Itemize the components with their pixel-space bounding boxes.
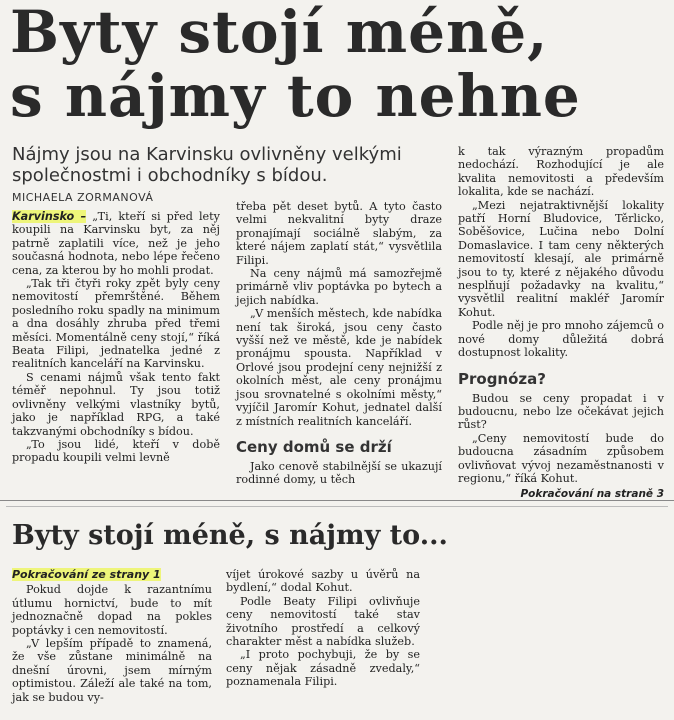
headline-line-1: Byty stojí méně, [10,0,549,66]
paragraph: Podle Beaty Filipi ovlivňuje ceny nemovitostí také stav životního prostředí a celkový charakter měst a nabídka služeb. [226,594,420,649]
dateline: Karvinsko – [12,210,87,223]
paragraph-text: „Ti, kteří si před lety koupili na Karvinsku byt, za něj patrně zaplatili více, než je jeho současná hodnota, nebo lépe řečeno cena, za kterou by ho mohli prodat. [12,210,220,277]
paragraph: „Tak tři čtyři roky zpět byly ceny nemovitostí přemrštěné. Během posledního roku spadly na minimum a dna dosáhly zhruba před třemi měsíci. Momentálně ceny stojí,“ říká Beata Filipi, jednatelka jedné z realitních kanceláří na Karvinsku. [12,277,220,371]
continued-from-label: Pokračování ze strany 1 [12,568,161,581]
paragraph: třeba pět deset bytů. A tyto často velmi nekvalitní byty draze pronajímají sociálně slabým, za které nájem zaplatí stát,“ vysvětlila Filipi. [236,200,442,267]
article-column-1 [12,210,220,465]
divider [0,500,674,501]
paragraph: „I proto pochybuji, že by se ceny nějak zásadně zvedaly,“ poznamenala Filipi. [226,648,420,689]
headline [10,0,670,128]
paragraph: Budou se ceny propadat i v budoucnu, nebo lze očekávat jejich růst? [458,391,664,432]
author-byline: MICHAELA ZORMANOVÁ [12,191,154,204]
paragraph: Na ceny nájmů má samozřejmě primárně vliv poptávka po bytech a jejich nabídka. [236,267,442,307]
paragraph: S cenami nájmů však tento fakt téměř nepohnul. Ty jsou totiž ovlivněny velkými vlastníky bytů, jako je například RPG, a také takzvanými obchodníky s bídou. [12,370,220,438]
paragraph: „V lepším případě to znamená, že vše zůstane minimálně na dnešní úrovni, jsem mírným optimistou. Záleží ale také na tom, jak se budou vy- [12,637,212,704]
continuation-headline: Byty stojí méně, s nájmy to... [12,520,448,551]
headline-line-2: s nájmy to nehne [10,62,581,130]
article-column-2 [236,200,442,487]
subheadline: Nájmy jsou na Karvinsku ovlivněny velkými společnostmi i obchodníky s bídou. [12,144,402,186]
paragraph: Pokud dojde k razantnímu útlumu hornictví, bude to mít jednoznačně dopad na pokles poptávky i cen nemovitostí. [12,583,212,637]
section-heading: Ceny domů se drží [236,437,392,456]
continued-on-page: Pokračování na straně 3 [520,488,664,501]
paragraph [12,210,220,277]
paragraph: víjet úrokové sazby u úvěrů na bydlení,“ dodal Kohut. [226,568,420,595]
paragraph: Jako cenově stabilnější se ukazují rodinné domy, u těch [236,459,442,487]
section-heading: Prognóza? [458,369,546,388]
paragraph: k tak výrazným propadům nedochází. Rozhodující je ale kvalita nemovitosti a především lokalita, kde se nachází. [458,145,664,199]
continuation-column-2 [226,568,420,689]
paragraph: Podle něj je pro mnoho zájemců o nové domy důležitá dobrá dostupnost lokality. [458,319,664,360]
paragraph: „To jsou lidé, kteří v době propadu koupili velmi levně [12,437,220,465]
article-column-3 [458,145,664,502]
continuation-column-1 [12,568,212,704]
paragraph: „V menších městech, kde nabídka není tak široká, jsou ceny často vyšší než ve městě, kde je nabídek pronájmu spousta. Například v Orlové jsou prodejní ceny nejnižší z okolních měst, ale ceny pronájmu jsou srovnatelné s okolními městy,“ vyjíčil Jaromír Kohut, jednatel další z místních realitních kanceláří. [236,307,442,428]
continued-from [12,568,212,581]
paragraph: „Mezi nejatraktivnější lokality patří Horní Bludovice, Těrlicko, Soběšovice, Lučina nebo Dolní Domaslavice. I tam ceny některých nemovitostí klesají, ale primárně jsou to ty, které z nějakého důvodu nesplňují požadavky na kvalitu,“ vysvětlil realitní makléř Jaromír Kohut. [458,198,664,319]
divider [6,506,668,507]
paragraph: „Ceny nemovitostí bude do budoucna zásadním způsobem ovlivňovat vývoj nezaměstnanosti v regionu,“ říká Kohut. [458,431,664,485]
